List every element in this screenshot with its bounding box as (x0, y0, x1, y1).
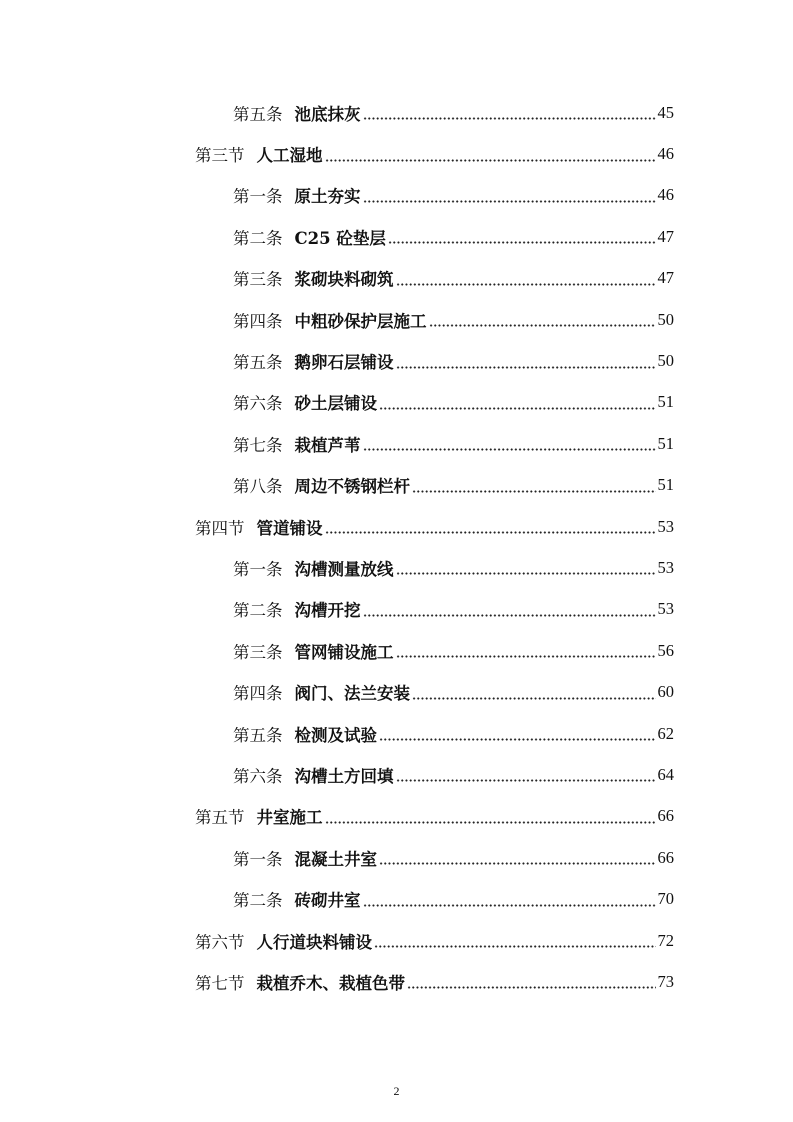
toc-entry-page: 47 (657, 268, 674, 288)
toc-entry-page: 51 (657, 475, 674, 495)
toc-entry[interactable] (0, 754, 674, 795)
toc-entry-title: 管网铺设施工 (294, 642, 394, 662)
toc-entry-title: 井室施工 (256, 808, 323, 828)
toc-entry-title: 周边不锈钢栏杆 (294, 477, 410, 497)
table-of-contents (0, 92, 793, 1003)
toc-entry-title: 阀门、法兰安装 (294, 684, 410, 704)
dot-leader (396, 655, 656, 658)
toc-entry-page: 46 (657, 144, 674, 164)
toc-entry-page: 45 (657, 102, 674, 122)
toc-entry-prefix: 第三节 (195, 146, 245, 166)
toc-entry-page: 70 (657, 889, 674, 909)
toc-entry[interactable] (0, 92, 674, 133)
toc-entry-title: 人行道块料铺设 (256, 932, 372, 952)
toc-entry[interactable] (0, 630, 674, 671)
toc-entry-page: 51 (657, 433, 674, 453)
dot-leader (396, 366, 656, 369)
toc-entry-prefix: 第五条 (233, 104, 283, 124)
dot-leader (325, 531, 656, 534)
toc-entry-prefix: 第一条 (233, 559, 283, 579)
toc-entry[interactable] (0, 258, 674, 299)
toc-entry-page: 73 (657, 971, 674, 991)
toc-entry-prefix: 第六节 (195, 932, 245, 952)
toc-entry-title: 鹅卵石层铺设 (294, 353, 394, 373)
dot-leader (429, 324, 656, 327)
toc-entry-title: 原土夯实 (294, 187, 361, 207)
toc-entry-title: 浆砌块料砌筑 (294, 270, 394, 290)
toc-entry[interactable] (0, 340, 674, 381)
page-number: 2 (393, 1084, 400, 1098)
toc-entry-prefix: 第三条 (233, 270, 283, 290)
toc-entry[interactable] (0, 920, 674, 961)
dot-leader (374, 945, 656, 948)
toc-entry[interactable] (0, 133, 674, 174)
dot-leader (396, 779, 656, 782)
toc-entry[interactable] (0, 547, 674, 588)
toc-entry-page: 60 (657, 682, 674, 702)
toc-entry-title: 沟槽开挖 (294, 601, 361, 621)
toc-entry-page: 53 (657, 516, 674, 536)
toc-entry-page: 50 (657, 309, 674, 329)
toc-entry-title: 栽植芦苇 (294, 435, 361, 455)
toc-entry-prefix: 第一条 (233, 187, 283, 207)
dot-leader (363, 904, 656, 907)
dot-leader (363, 200, 656, 203)
toc-entry[interactable] (0, 465, 674, 506)
toc-entry[interactable] (0, 382, 674, 423)
toc-entry[interactable] (0, 589, 674, 630)
toc-entry-prefix: 第五条 (233, 353, 283, 373)
toc-entry-prefix: 第四条 (233, 684, 283, 704)
toc-entry[interactable] (0, 423, 674, 464)
toc-entry[interactable] (0, 837, 674, 878)
toc-entry-title: 栽植乔木、栽植色带 (256, 973, 405, 993)
toc-entry-prefix: 第四条 (233, 311, 283, 331)
toc-entry-title: 砖砌井室 (294, 891, 361, 911)
toc-entry-title: 砂土层铺设 (294, 394, 377, 414)
toc-entry[interactable] (0, 878, 674, 919)
toc-entry[interactable] (0, 796, 674, 837)
dot-leader (396, 572, 656, 575)
toc-entry-title: 沟槽土方回填 (294, 766, 394, 786)
toc-entry-page: 47 (657, 226, 674, 246)
toc-entry-prefix: 第五条 (233, 725, 283, 745)
toc-entry-page: 64 (657, 764, 674, 784)
toc-entry-page: 46 (657, 185, 674, 205)
toc-entry-page: 53 (657, 557, 674, 577)
toc-entry-page: 62 (657, 723, 674, 743)
toc-entry-prefix: 第二条 (233, 228, 283, 248)
toc-entry-page: 56 (657, 640, 674, 660)
toc-entry-prefix: 第一条 (233, 849, 283, 869)
toc-entry-page: 53 (657, 599, 674, 619)
dot-leader (388, 241, 656, 244)
dot-leader (363, 614, 656, 617)
dot-leader (412, 697, 656, 700)
toc-entry[interactable] (0, 671, 674, 712)
toc-entry-title: 人工湿地 (256, 146, 323, 166)
toc-entry-prefix: 第二条 (233, 601, 283, 621)
toc-entry-prefix: 第七条 (233, 435, 283, 455)
toc-entry-prefix: 第五节 (195, 808, 245, 828)
toc-entry-page: 66 (657, 806, 674, 826)
toc-entry-prefix: 第六条 (233, 394, 283, 414)
toc-entry-prefix: 第八条 (233, 477, 283, 497)
toc-entry-page: 72 (657, 930, 674, 950)
dot-leader (396, 283, 656, 286)
toc-entry[interactable] (0, 216, 674, 257)
dot-leader (407, 986, 656, 989)
toc-entry-title: 沟槽测量放线 (294, 559, 394, 579)
dot-leader (379, 862, 656, 865)
dot-leader (412, 490, 656, 493)
toc-entry-title: 混凝土井室 (294, 849, 377, 869)
toc-entry-prefix: 第四节 (195, 518, 245, 538)
toc-entry-prefix: 第七节 (195, 973, 245, 993)
toc-entry-title: 中粗砂保护层施工 (294, 311, 427, 331)
toc-entry-prefix: 第二条 (233, 891, 283, 911)
toc-entry-page: 50 (657, 351, 674, 371)
toc-entry[interactable] (0, 713, 674, 754)
dot-leader (379, 407, 656, 410)
toc-entry[interactable] (0, 506, 674, 547)
dot-leader (363, 448, 656, 451)
dot-leader (379, 738, 656, 741)
toc-entry-title: C25 砼垫层 (294, 228, 386, 248)
toc-entry-title: 管道铺设 (256, 518, 323, 538)
toc-entry[interactable] (0, 961, 674, 1002)
toc-entry-page: 66 (657, 847, 674, 867)
toc-entry[interactable] (0, 175, 674, 216)
toc-entry-title: 池底抹灰 (294, 104, 361, 124)
dot-leader (325, 821, 656, 824)
toc-entry-prefix: 第六条 (233, 766, 283, 786)
dot-leader (325, 159, 656, 162)
toc-entry-page: 51 (657, 392, 674, 412)
dot-leader (363, 117, 656, 120)
toc-entry-prefix: 第三条 (233, 642, 283, 662)
toc-entry-title: 检测及试验 (294, 725, 377, 745)
toc-entry[interactable] (0, 299, 674, 340)
